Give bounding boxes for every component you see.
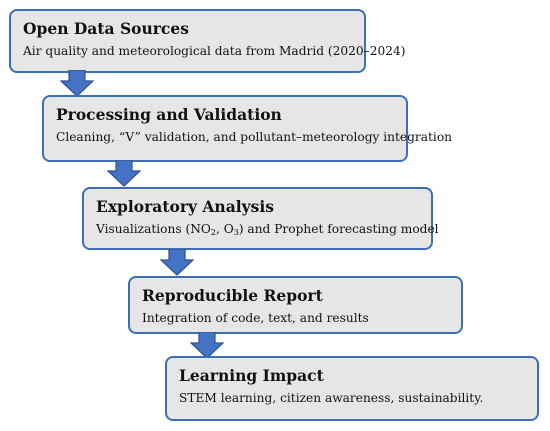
description-text: ) and Prophet forecasting model xyxy=(238,222,439,236)
down-arrow-icon xyxy=(190,332,224,359)
step-description: Integration of code, text, and results xyxy=(142,311,369,325)
down-arrow-icon xyxy=(107,160,141,187)
step-description: Air quality and meteorological data from Madrid (2020–2024) xyxy=(23,44,406,58)
step-box-learning-impact xyxy=(165,356,539,421)
step-description: Cleaning, “V” validation, and pollutant–meteorology integration xyxy=(56,130,453,144)
step-box-reproducible-report xyxy=(128,276,463,334)
step-title: Open Data Sources xyxy=(23,19,189,38)
step-box-exploratory-analysis xyxy=(82,187,439,250)
description-text: , O xyxy=(215,222,234,236)
step-description: STEM learning, citizen awareness, sustainability. xyxy=(179,391,484,405)
down-arrow-icon xyxy=(160,249,194,276)
subscript-2: 2 xyxy=(210,228,216,237)
step-box-processing-and-validation xyxy=(42,95,453,162)
step-description xyxy=(96,221,439,237)
down-arrow-icon xyxy=(60,70,94,97)
description-text: Visualizations (NO xyxy=(96,222,211,236)
step-title: Processing and Validation xyxy=(56,105,282,124)
subscript-3: 3 xyxy=(233,228,239,237)
step-title: Learning Impact xyxy=(179,366,324,385)
step-box-open-data-sources xyxy=(9,9,406,73)
step-title: Reproducible Report xyxy=(142,286,323,305)
step-title: Exploratory Analysis xyxy=(96,197,274,216)
